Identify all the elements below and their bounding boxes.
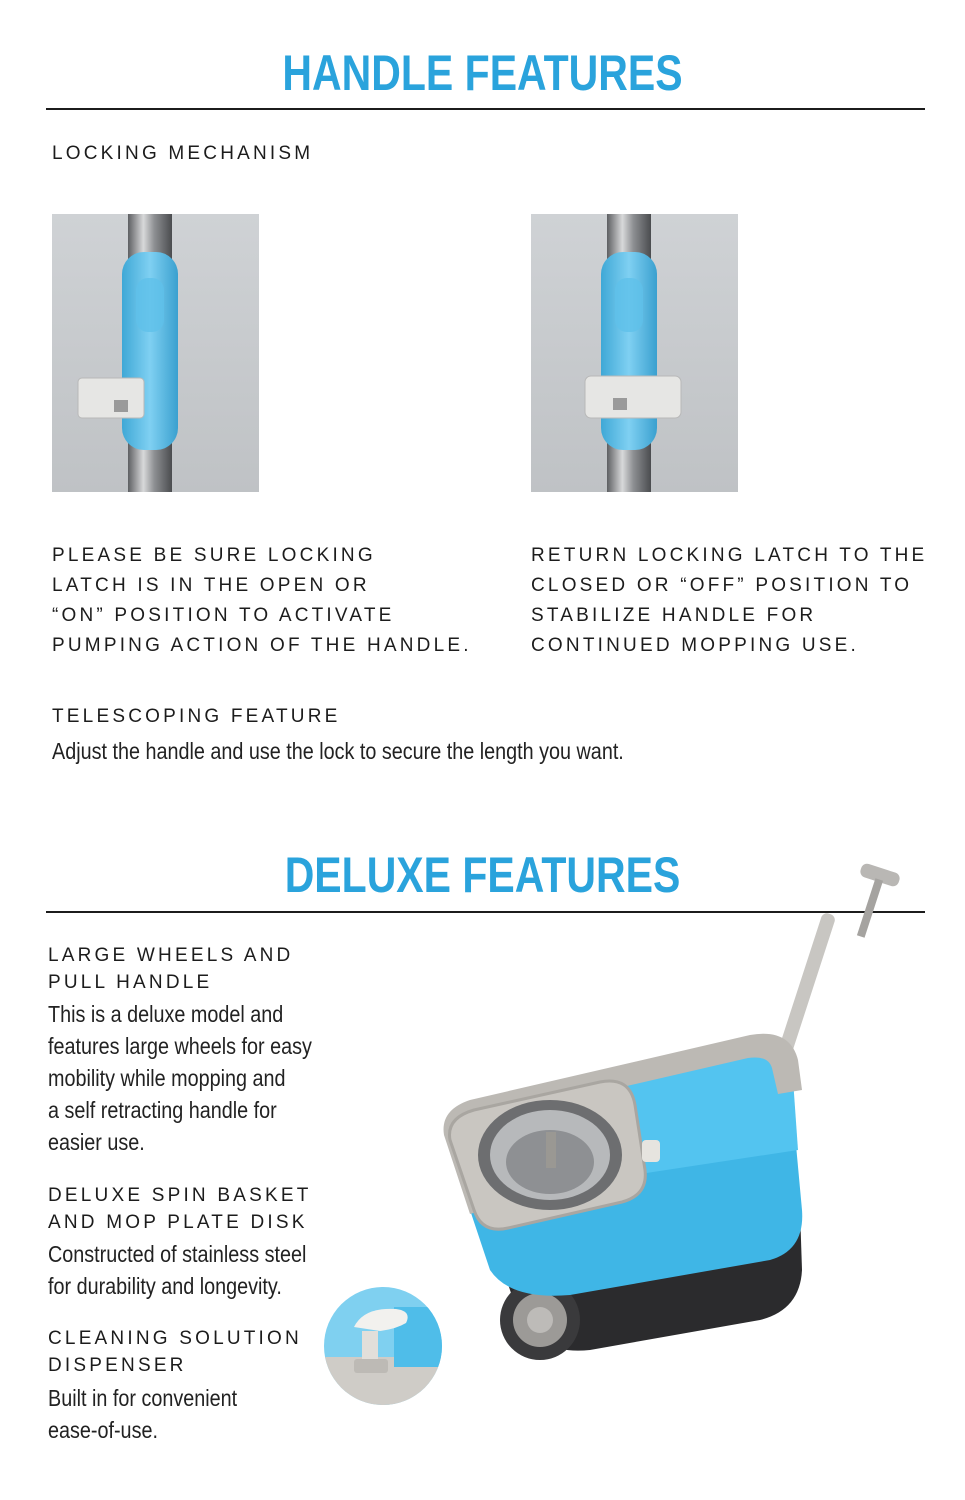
latch-closed-caption: RETURN LOCKING LATCH TO THE CLOSED OR “OFF” POSITION TO STABILIZE HANDLE FOR CONTINUED MOPPING USE. <box>531 545 928 656</box>
handle-features-title: HANDLE FEATURES <box>282 45 683 101</box>
telescoping-text: Adjust the handle and use the lock to secure the length you want. <box>52 738 624 764</box>
latch-open-photo <box>52 214 259 492</box>
wheels-text: This is a deluxe model and features large wheels for easy mobility while mopping and a self retracting handle for easier use. <box>48 1001 312 1155</box>
latch-closed-photo <box>531 214 738 492</box>
dispenser-heading: CLEANING SOLUTION DISPENSER <box>48 1328 302 1376</box>
dispenser-text: Built in for convenient ease-of-use. <box>48 1385 238 1443</box>
deluxe-features-title: DELUXE FEATURES <box>284 847 681 903</box>
latch-open-caption: PLEASE BE SURE LOCKING LATCH IS IN THE OPEN OR “ON” POSITION TO ACTIVATE PUMPING ACTION OF THE HANDLE. <box>52 545 472 656</box>
telescoping-heading: TELESCOPING FEATURE <box>52 706 341 727</box>
handle-features-divider <box>46 108 925 110</box>
spin-basket-text: Constructed of stainless steel for durability and longevity. <box>48 1241 307 1299</box>
locking-mechanism-heading: LOCKING MECHANISM <box>52 143 314 164</box>
wheels-heading: LARGE WHEELS AND PULL HANDLE <box>48 945 294 993</box>
dispenser-closeup-photo <box>324 1287 442 1405</box>
spin-basket-heading: DELUXE SPIN BASKET AND MOP PLATE DISK <box>48 1185 312 1233</box>
spin-mop-bucket-photo <box>430 850 930 1360</box>
